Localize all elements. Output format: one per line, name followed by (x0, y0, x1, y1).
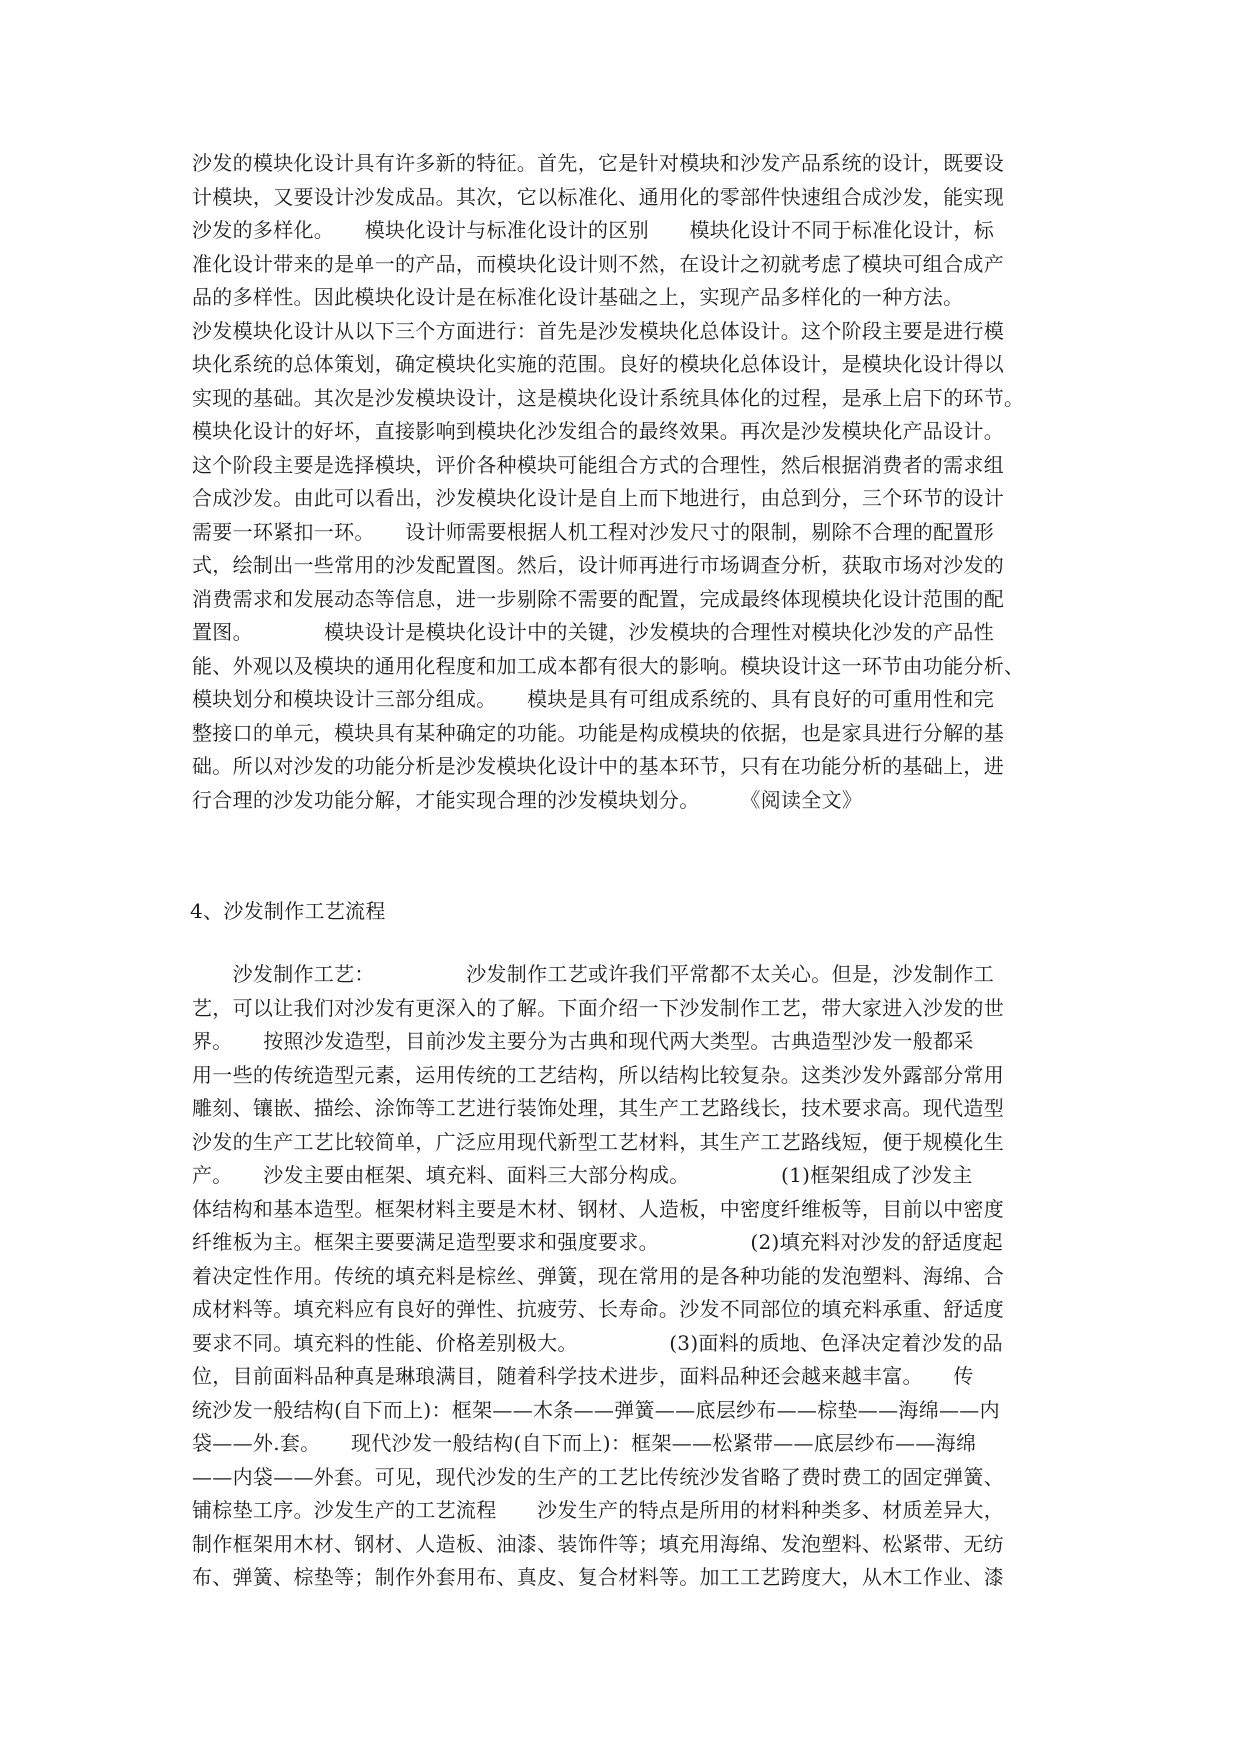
text-line: 铺棕垫工序。沙发生产的工艺流程 沙发生产的特点是所用的材料种类多、材质差异大， (192, 1498, 1004, 1522)
text-line: 雕刻、镶嵌、描绘、涂饰等工艺进行装饰处理，其生产工艺路线长，技术要求高。现代造型 (192, 1096, 1004, 1120)
text-line: 模块化设计的好坏，直接影响到模块化沙发组合的最终效果。再次是沙发模块化产品设计。 (192, 419, 1004, 443)
text-line: 产。 沙发主要由框架、填充料、面料三大部分构成。 (1)框架组成了沙发主 (192, 1163, 973, 1187)
text-line: 制作框架用木材、钢材、人造板、油漆、装饰件等；填充用海绵、发泡塑料、松紧带、无纺 (192, 1531, 1004, 1556)
text-line: 要求不同。填充料的性能、价格差别极大。 (3)面料的质地、色泽决定着沙发的品 (192, 1330, 1003, 1355)
text-line: 能、外观以及模块的通用化程度和加工成本都有很大的影响。模块设计这一环节由功能分析、 (192, 653, 1025, 678)
text-line: 艺，可以让我们对沙发有更深入的了解。下面介绍一下沙发制作工艺，带大家进入沙发的世 (192, 995, 1004, 1020)
paragraph-sofa-process (192, 958, 1062, 1595)
text-line: 成材料等。填充料应有良好的弹性、抗疲劳、长寿命。沙发不同部位的填充料承重、舒适度 (192, 1297, 1004, 1321)
text-line: 准化设计带来的是单一的产品，而模块化设计则不然，在设计之初就考虑了模块可组合成产 (192, 251, 1004, 276)
text-line: ——内袋——外套。可见，现代沙发的生产的工艺比传统沙发省略了费时费工的固定弹簧、 (192, 1464, 1004, 1489)
text-line: 布、弹簧、棕垫等；制作外套用布、真皮、复合材料等。加工工艺跨度大，从木工作业、漆 (192, 1565, 1004, 1589)
text-line: 统沙发一般结构(自下而上)：框架——木条——弹簧——底层纱布——棕垫——海绵——内 (192, 1397, 1000, 1422)
text-line: 需要一环紧扣一环。 设计师需要根据人机工程对沙发尺寸的限制，剔除不合理的配置形 (192, 519, 994, 544)
text-line: 品的多样性。因此模块化设计是在标准化设计基础之上，实现产品多样化的一种方法。 (192, 285, 964, 309)
text-line: 整接口的单元，模块具有某种确定的功能。功能是构成模块的依据，也是家具进行分解的基 (192, 720, 1004, 745)
text-line: 式，绘制出一些常用的沙发配置图。然后，设计师再进行市场调查分析，获取市场对沙发的 (192, 553, 1004, 577)
text-line: 纤维板为主。框架主要要满足造型要求和强度要求。 (2)填充料对沙发的舒适度起 (192, 1230, 1003, 1254)
text-line: 块化系统的总体策划，确定模块化实施的范围。良好的模块化总体设计，是模块化设计得以 (192, 352, 1004, 376)
section-heading: 4、沙发制作工艺流程 (190, 899, 386, 923)
text-line: 置图。 模块设计是模块化设计中的关键，沙发模块的合理性对模块化沙发的产品性 (192, 620, 994, 644)
text-line: 消费需求和发展动态等信息，进一步剔除不需要的配置，完成最终体现模块化设计范围的配 (192, 586, 1004, 611)
text-line: 界。 按照沙发造型，目前沙发主要分为古典和现代两大类型。古典造型沙发一般都采 (192, 1029, 974, 1053)
text-line: 袋——外.套。 现代沙发一般结构(自下而上)：框架——松紧带——底层纱布——海绵 (192, 1431, 977, 1455)
text-line: 沙发的生产工艺比较简单，广泛应用现代新型工艺材料，其生产工艺路线短，便于规模化生 (192, 1129, 1004, 1154)
text-line: 用一些的传统造型元素，运用传统的工艺结构，所以结构比较复杂。这类沙发外露部分常用 (192, 1062, 1004, 1087)
text-line: 模块划分和模块设计三部分组成。 模块是具有可组成系统的、具有良好的可重用性和完 (192, 687, 994, 711)
text-line: 沙发模块化设计从以下三个方面进行：首先是沙发模块化总体设计。这个阶段主要是进行模 (192, 318, 1004, 343)
text-line: 体结构和基本造型。框架材料主要是木材、钢材、人造板，中密度纤维板等，目前以中密度 (192, 1196, 1004, 1221)
text-line: 位，目前面料品种真是琳琅满目，随着科学技术进步，面料品种还会越来越丰富。 传 (192, 1364, 974, 1388)
text-line: 沙发制作工艺： 沙发制作工艺或许我们平常都不太关心。但是，沙发制作工 (192, 962, 994, 986)
text-line: 实现的基础。其次是沙发模块设计，这是模块化设计系统具体化的过程，是承上启下的环节。 (192, 385, 1025, 410)
text-line: 行合理的沙发功能分解，才能实现合理的沙发模块划分。 《阅读全文》 (192, 787, 863, 812)
text-line: 沙发的模块化设计具有许多新的特征。首先，它是针对模块和沙发产品系统的设计，既要设 (192, 151, 1004, 175)
text-line: 础。所以对沙发的功能分析是沙发模块化设计中的基本环节，只有在功能分析的基础上，进 (192, 754, 1004, 778)
text-line: 合成沙发。由此可以看出，沙发模块化设计是自上而下地进行，由总到分，三个环节的设计 (192, 486, 1004, 510)
text-line: 这个阶段主要是选择模块，评价各种模块可能组合方式的合理性，然后根据消费者的需求组 (192, 452, 1004, 477)
text-line: 沙发的多样化。 模块化设计与标准化设计的区别 模块化设计不同于标准化设计，标 (192, 218, 994, 242)
text-line: 计模块，又要设计沙发成品。其次，它以标准化、通用化的零部件快速组合成沙发，能实现 (192, 184, 1004, 209)
paragraph-modular-design (192, 147, 1062, 817)
text-line: 着决定性作用。传统的填充料是棕丝、弹簧，现在常用的是各种功能的发泡塑料、海绵、合 (192, 1263, 1004, 1288)
